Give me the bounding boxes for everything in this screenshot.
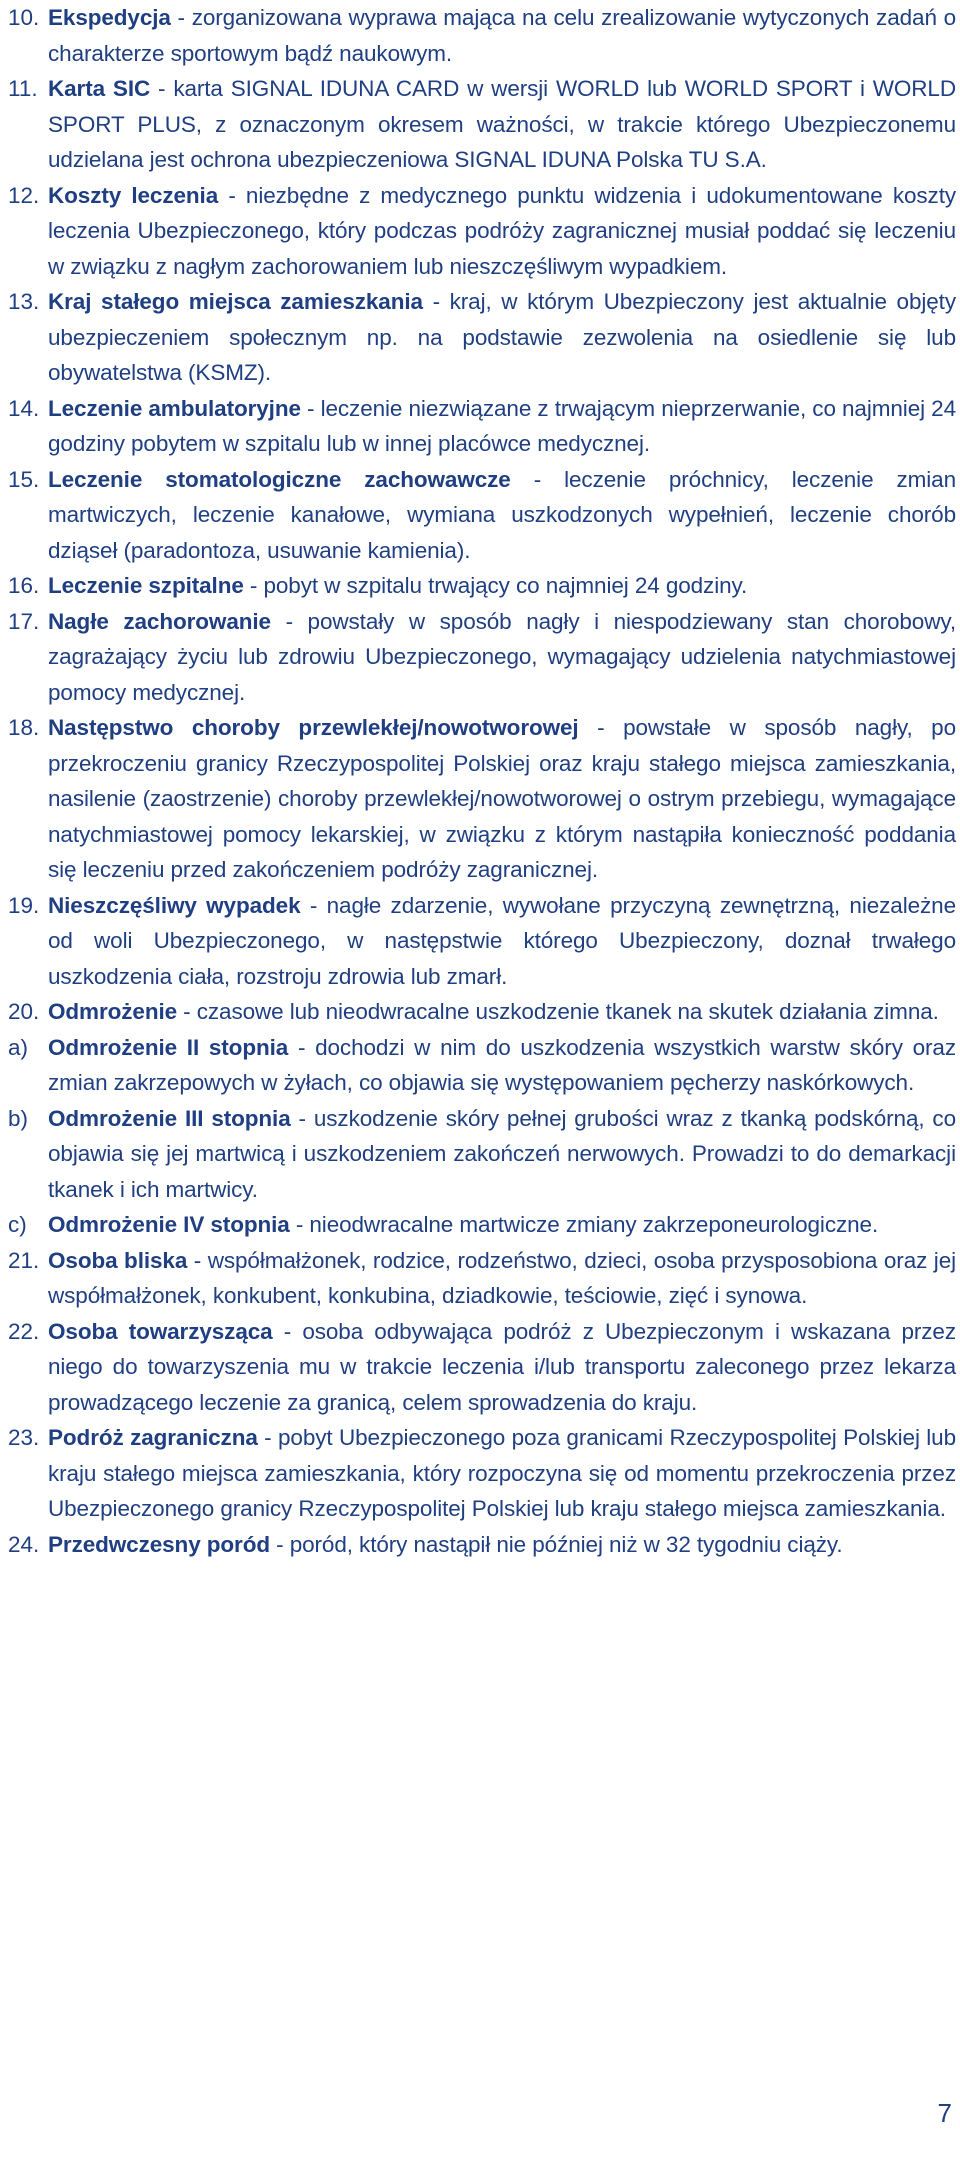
definition-item (8, 178, 956, 285)
definition-number: 12. (8, 182, 40, 208)
definitions-list (8, 0, 956, 1562)
definition-term: Następstwo choroby przewlekłej/nowotworowej (48, 715, 579, 740)
definition-number: 15. (8, 466, 40, 492)
definition-item (8, 568, 956, 604)
definition-text: - poród, który nastąpił nie później niż w 32 tygodniu ciąży. (270, 1531, 843, 1557)
definition-letter: b) (8, 1105, 29, 1131)
definition-text: - dochodzi w nim do uszkodzenia wszystkich warstw skóry oraz zmian zakrzepowych w żyłach, co objawia się występowaniem pęcherzy naskórkowych. (48, 1034, 956, 1095)
definition-text: - uszkodzenie skóry pełnej grubości wraz z tkanką podskórną, co objawia się jej martwicą i uszkodzeniem zakończeń nerwowych. Prowadzi to do demarkacji tkanek i ich martwicy. (48, 1105, 956, 1202)
definition-number: 13. (8, 289, 40, 314)
definition-text: - karta SIGNAL IDUNA CARD w wersji WORLD lub WORLD SPORT i WORLD SPORT PLUS, z oznaczonym okresem ważności, w trakcie którego Ubezpieczonemu udzielana jest ochrona ubezpieczeniowa SIGNAL IDUNA Polska TU S.A. (48, 76, 956, 172)
definition-text: - kraj, w którym Ubezpieczony jest aktualnie objęty ubezpieczeniem społecznym np. na podstawie zezwolenia na osiedlenie się lub obywatelstwa (KSMZ). (48, 289, 956, 385)
definition-term: Nieszczęśliwy wypadek (48, 892, 301, 918)
definition-term: Leczenie stomatologiczne zachowawcze (48, 466, 511, 492)
definition-item (8, 284, 956, 391)
definition-term: Przedwczesny poród (48, 1531, 271, 1557)
definition-number: 21. (8, 1247, 40, 1273)
definition-text: - nagłe zdarzenie, wywołane przyczyną zewnętrzną, niezależne od woli Ubezpieczonego, w następstwie którego Ubezpieczony, doznał trwałego uszkodzenia ciała, rozstroju zdrowia lub zmarł. (48, 892, 956, 989)
definition-text: - nieodwracalne martwicze zmiany zakrzeponeurologiczne. (289, 1212, 879, 1237)
definition-number: 17. (8, 608, 40, 634)
definition-letter: a) (8, 1034, 29, 1060)
definition-text: - powstałe w sposób nagły, po przekroczeniu granicy Rzeczypospolitej Polskiej oraz kraju stałego miejsca zamieszkania, nasilenie (zaostrzenie) choroby przewlekłej/nowotworowej o ostrym przebiegu, wymagające natychmiastowej pomocy lekarskiej, w związku z którym nastąpiła konieczność poddania się leczeniu przed zakończeniem podróży zagranicznej. (48, 715, 956, 882)
definition-term: Odmrożenie (48, 999, 178, 1024)
definition-number: 23. (8, 1425, 40, 1450)
definition-text: - współmałżonek, rodzice, rodzeństwo, dzieci, osoba przysposobiona oraz jej współmałżonek, konkubent, konkubina, dziadkowie, teściowie, zięć i synowa. (48, 1247, 957, 1308)
definition-item (8, 710, 956, 888)
definition-item (8, 604, 956, 711)
definition-number: 10. (8, 5, 40, 30)
definition-number: 11. (8, 76, 38, 101)
definition-number: 20. (8, 999, 40, 1024)
definition-term: Leczenie szpitalne (48, 573, 244, 598)
definition-item (8, 71, 956, 178)
definition-text: - osoba odbywająca podróż z Ubezpieczonym i wskazana przez niego do towarzyszenia mu w trakcie leczenia i/lub transportu zaleconego przez lekarza prowadzącego leczenie za granicą, celem sprowadzenia do kraju. (48, 1318, 956, 1415)
definition-item (8, 994, 956, 1030)
definition-term: Odmrożenie III stopnia (48, 1105, 291, 1131)
definition-number: 19. (8, 892, 40, 918)
definition-item (8, 0, 956, 71)
definition-item (8, 1527, 956, 1563)
definition-number: 14. (8, 395, 40, 421)
definition-letter: c) (8, 1212, 27, 1237)
definition-term: Osoba bliska (48, 1247, 188, 1273)
definition-text: - leczenie próchnicy, leczenie zmian martwiczych, leczenie kanałowe, wymiana uszkodzonych wypełnień, leczenie chorób dziąseł (paradontoza, usuwanie kamienia). (48, 466, 956, 563)
definition-term: Osoba towarzysząca (48, 1318, 273, 1344)
definition-number: 18. (8, 715, 40, 740)
definition-item (8, 1420, 956, 1527)
definition-item (8, 1243, 956, 1314)
definition-item (8, 888, 956, 995)
definition-number: 16. (8, 573, 40, 598)
page-number: 7 (937, 2098, 952, 2128)
definition-term: Ekspedycja (48, 5, 171, 30)
definition-term: Leczenie ambulatoryjne (48, 395, 301, 421)
definition-number: 22. (8, 1318, 40, 1344)
definition-item (8, 391, 956, 462)
definition-term: Podróż zagraniczna (48, 1425, 258, 1450)
definition-item (8, 1314, 956, 1421)
definition-subitem (8, 1030, 956, 1101)
definition-text: - powstały w sposób nagły i niespodziewany stan chorobowy, zagrażający życiu lub zdrowiu Ubezpieczonego, wymagający udzielenia natychmiastowej pomocy medycznej. (48, 608, 956, 705)
definition-number: 24. (8, 1531, 40, 1557)
definition-text: - pobyt Ubezpieczonego poza granicami Rzeczypospolitej Polskiej lub kraju stałego miejsca zamieszkania, który rozpoczyna się od momentu przekroczenia przez Ubezpieczonego granicy Rzeczypospolitej Polskiej lub kraju stałego miejsca zamieszkania. (48, 1425, 956, 1521)
definition-text: - czasowe lub nieodwracalne uszkodzenie tkanek na skutek działania zimna. (177, 999, 939, 1024)
definition-text: - zorganizowana wyprawa mająca na celu zrealizowanie wytyczonych zadań o charakterze sportowym bądź naukowym. (48, 5, 956, 66)
definition-term: Karta SIC (48, 76, 151, 101)
definition-item (8, 462, 956, 569)
definition-text: - niezbędne z medycznego punktu widzenia i udokumentowane koszty leczenia Ubezpieczonego, który podczas podróży zagranicznej musiał poddać się leczeniu w związku z nagłym zachorowaniem lub nieszczęśliwym wypadkiem. (48, 182, 956, 279)
definition-term: Nagłe zachorowanie (48, 608, 271, 634)
definition-text: - leczenie niezwiązane z trwającym nieprzerwanie, co najmniej 24 godziny pobytem w szpitalu lub w innej placówce medycznej. (48, 395, 956, 456)
definition-term: Koszty leczenia (48, 182, 219, 208)
definition-term: Odmrożenie IV stopnia (48, 1212, 290, 1237)
definition-subitem (8, 1101, 956, 1208)
definition-term: Odmrożenie II stopnia (48, 1034, 289, 1060)
definition-subitem (8, 1207, 956, 1243)
definition-term: Kraj stałego miejsca zamieszkania (48, 289, 423, 314)
definition-text: - pobyt w szpitalu trwający co najmniej 24 godziny. (243, 573, 748, 598)
